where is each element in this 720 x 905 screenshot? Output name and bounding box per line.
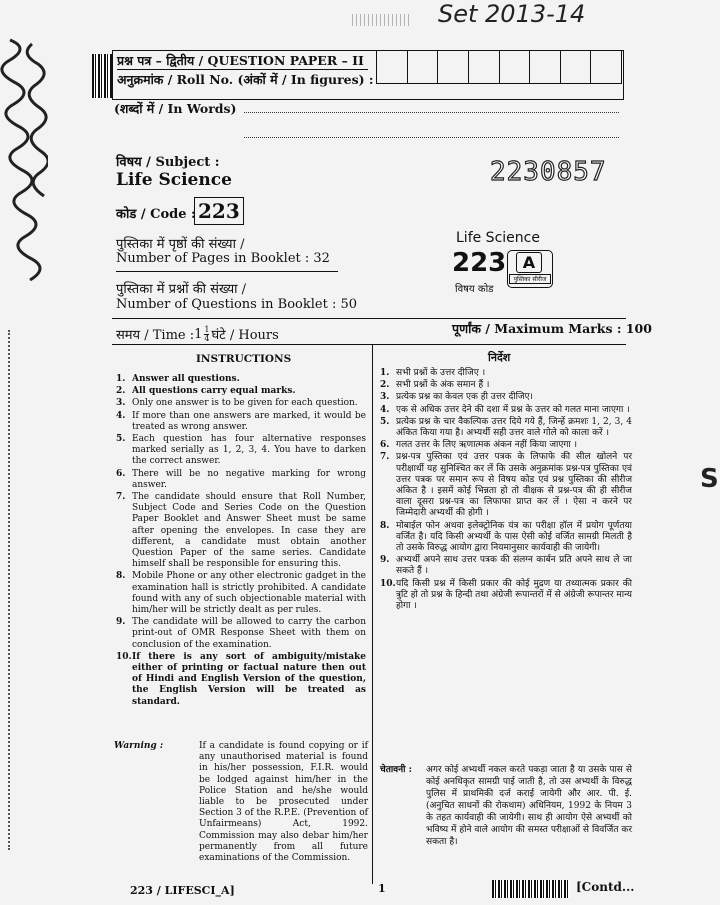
instruction-item xyxy=(378,555,632,577)
series-label: पुस्तिका सीरीज xyxy=(509,274,551,284)
roll-no-label: अनुक्रमांक / Roll No. (अंकों में / In figures) : xyxy=(117,72,374,87)
pages-label-en: Number of Pages in Booklet : 32 xyxy=(116,251,330,266)
instruction-number: 3. xyxy=(116,398,126,409)
stamp-code: 223 xyxy=(452,248,507,278)
in-words-label: (शब्दों में / In Words) xyxy=(114,101,237,116)
instruction-text: Only one answer is to be given for each question. xyxy=(132,398,358,409)
instruction-number: 6. xyxy=(116,468,126,479)
instruction-text: प्रश्न-पत्र पुस्तिका एवं उत्तर पत्रक के लिफाफे की सील खोलने पर परीक्षार्थी यह सुनिश्चित कर लें कि उसके अनुक्रमांक प्रश्न-पत्र पुस्तिका एवं उत्तर पत्रक पर समान रूप से विषय कोड एवं प्रश्न पुस्तिका की सीरीज अंकित है । इसमें कोई भिन्नता हो तो वीक्षक से प्रश्न-पत्र की ही सीरीज वाला दूसरा प्रश्न-पत्र का लिफाफा प्राप्त कर लें । ऐसा न करने पर जिम्मेदारी अभ्यर्थी की होगी । xyxy=(396,452,632,519)
footer-code: 223 / LIFESCI_A] xyxy=(130,884,235,897)
time-fraction: 1 4 xyxy=(204,324,210,343)
contd-label: [Contd... xyxy=(576,880,635,894)
instruction-item xyxy=(114,398,366,409)
series-box xyxy=(507,250,553,288)
subject-label: विषय / Subject : xyxy=(116,155,220,170)
instruction-item xyxy=(378,452,632,519)
instruction-text: मोबाईल फोन अथवा इलेक्ट्रोनिक यंत्र का परीक्षा हॉल में प्रयोग पूर्णतया वर्जित है। यदि किसी अभ्यर्थी के पास ऐसी कोई वर्जित सामग्री मिलती है तो उसके विरुद्ध आयोग द्वारा नियमानुसार कार्यवाही की जायेगी। xyxy=(396,520,632,554)
instructions-list-hi xyxy=(378,368,632,613)
instructions-title-hi: निर्देश xyxy=(488,351,511,364)
instruction-number: 4. xyxy=(116,410,126,421)
instruction-text: एक से अधिक उत्तर देने की दशा में प्रश्न के उत्तर को गलत माना जाएगा । xyxy=(396,404,630,415)
questions-label-en: Number of Questions in Booklet : 50 xyxy=(116,297,357,312)
in-words-line-2[interactable] xyxy=(244,137,619,138)
warning-en xyxy=(114,741,368,864)
instruction-item xyxy=(114,492,366,570)
warning-text-hi: अगर कोई अभ्यर्थी नकल करते पकड़ा जाता है या उसके पास से कोई अनधिकृत सामग्री पाई जाती है, तो उस अभ्यर्थी के विरुद्ध पुलिस में प्राथमिकी दर्ज कराई जायेगी और आर. पी. ई. (अनुचित साधनों की रोकथाम) अधिनियम, 1992 के नियम 3 के तहत कार्यवाही की जायेगी। साथ ही आयोग ऐसे अभ्यर्थी को भविष्य में होने वाले आयोग की समस्त परीक्षाओं से विवर्जित कर सकता है। xyxy=(426,765,632,847)
edge-bleed-text: S xyxy=(700,464,719,494)
instruction-number: 7. xyxy=(116,492,126,503)
instruction-number: 10. xyxy=(116,651,132,662)
instruction-text: Each question has four alternative responses marked serially as 1, 2, 3, 4. You have to darken the correct answer. xyxy=(132,434,366,467)
binding-pattern xyxy=(0,30,48,330)
time-whole: 1 xyxy=(194,326,203,342)
subject-name: Life Science xyxy=(116,170,232,190)
instruction-number: 9. xyxy=(116,617,126,628)
instructions-list-en xyxy=(114,374,366,709)
instruction-item xyxy=(114,652,366,708)
instruction-number: 5. xyxy=(116,434,126,445)
instruction-item xyxy=(114,571,366,616)
instruction-item xyxy=(378,380,632,391)
footer-barcode xyxy=(492,880,570,898)
pages-label-hi: पुस्तिका में पृष्ठों की संख्या / xyxy=(116,237,245,252)
instruction-item xyxy=(378,392,632,403)
instruction-item xyxy=(378,579,632,613)
instruction-text: The candidate will be allowed to carry the carbon print-out of OMR Response Sheet with them on conclusion of the examination. xyxy=(132,617,366,650)
instruction-number: 5. xyxy=(380,416,390,427)
instruction-text: There will be no negative marking for wrong answer. xyxy=(132,468,366,490)
instruction-number: 1. xyxy=(116,374,126,384)
instruction-number: 2. xyxy=(380,380,390,391)
instruction-number: 2. xyxy=(116,386,126,397)
instruction-item xyxy=(114,386,366,397)
instruction-text: सभी प्रश्नों के उत्तर दीजिए । xyxy=(396,368,486,378)
instruction-text: If more than one answers are marked, it would be treated as wrong answer. xyxy=(132,410,366,432)
instruction-text: All questions carry equal marks. xyxy=(132,386,296,397)
instruction-item xyxy=(378,405,632,416)
instruction-text: सभी प्रश्नों के अंक समान हैं । xyxy=(396,380,490,391)
stamp-subject: Life Science xyxy=(456,230,540,246)
instruction-item xyxy=(114,434,366,468)
instruction-text: Answer all questions. xyxy=(132,374,240,384)
time-rule-top xyxy=(112,318,626,319)
series-letter: A xyxy=(516,252,542,273)
roll-no-boxes[interactable] xyxy=(376,50,622,84)
max-marks: पूर्णांक / Maximum Marks : 100 xyxy=(452,321,652,336)
instruction-number: 8. xyxy=(116,571,126,582)
instruction-number: 10. xyxy=(380,578,396,589)
instruction-item xyxy=(378,417,632,439)
question-paper-title: प्रश्न पत्र – द्वितीय / QUESTION PAPER – II xyxy=(117,52,368,70)
column-divider xyxy=(372,344,373,884)
instruction-text: If there is any sort of ambiguity/mistake either of printing or factual nature then out of Hindi and English Version of the question, the English Version will be treated as standard. xyxy=(132,651,366,707)
code-label: कोड / Code : xyxy=(116,207,196,222)
header-barcode xyxy=(92,54,112,98)
warning-label-hi: चेतावनी : xyxy=(380,765,412,775)
booklet-rule xyxy=(116,271,338,272)
warning-text-en: If a candidate is found copying or if any unauthorised material is found in his/her possession, F.I.R. would be lodged against him/her in the Police Station and he/she would liable to be prosecuted under Section 3 of the R.P.E. (Prevention of Unfairmeans) Act, 1992. Commission may also debar him/her permanently from all future examinations of the Commission. xyxy=(199,741,368,864)
instruction-item xyxy=(114,469,366,491)
instruction-text: Mobile Phone or any other electronic gadget in the examination hall is strictly prohibited. A candidate found with any of such objectionable material with him/her will be strictly dealt as per rules. xyxy=(132,571,366,616)
instruction-text: यदि किसी प्रश्न में किसी प्रकार की कोई मुद्रण या तथ्यात्मक प्रकार की त्रुटि हो तो प्रश्न के हिन्दी तथा अंग्रेजी रूपान्तरों में से अंग्रेजी रूपान्तर मान्य होगा । xyxy=(396,578,632,612)
instruction-item xyxy=(114,617,366,651)
stamp-code-label: विषय कोड xyxy=(455,284,494,295)
warning-hi xyxy=(380,764,632,848)
instruction-item xyxy=(378,521,632,555)
instruction-number: 7. xyxy=(380,452,390,463)
instruction-item xyxy=(378,440,632,451)
questions-label-hi: पुस्तिका में प्रश्नों की संख्या / xyxy=(116,282,246,297)
instruction-number: 3. xyxy=(380,392,390,403)
instruction-number: 1. xyxy=(380,368,390,378)
instruction-item xyxy=(378,368,632,379)
subject-code: 223 xyxy=(194,197,244,225)
handwritten-set-note: Set 2013-14 xyxy=(438,0,586,28)
instruction-text: प्रत्येक प्रश्न के चार वैकल्पिक उत्तर दिये गये हैं, जिन्हें क्रमशः 1, 2, 3, 4 अंकित किया गया है। अभ्यर्थी सही उत्तर वाले गोले को काला करें । xyxy=(396,416,632,439)
instruction-text: अभ्यर्थी अपने साथ उत्तर पत्रक की संलग्न कार्बन प्रति अपने साथ ले जा सकते हैं । xyxy=(396,555,632,577)
instruction-item xyxy=(114,374,366,385)
serial-number: 2230857 xyxy=(490,157,607,187)
instructions-title-en: INSTRUCTIONS xyxy=(196,353,292,365)
instruction-text: गलत उत्तर के लिए ऋणात्मक अंकन नहीं किया जाएगा । xyxy=(396,440,578,451)
time-rule-bottom xyxy=(112,344,626,345)
instruction-number: 6. xyxy=(380,440,390,451)
faint-stamp xyxy=(352,14,412,26)
instruction-text: प्रत्येक प्रश्न का केवल एक ही उत्तर दीजिए। xyxy=(396,392,533,403)
binding-dotted-edge xyxy=(8,330,16,850)
instruction-text: The candidate should ensure that Roll Number, Subject Code and Series Code on the Question Paper Booklet and Answer Sheet must be same after opening the envelopes. In case they are different, a candidate must obtain another Question Paper of the same series. Candidate himself shall be responsible for ensuring this. xyxy=(132,492,366,570)
page-number: 1 xyxy=(378,882,386,895)
time-label xyxy=(116,325,279,343)
in-words-line-1[interactable] xyxy=(244,112,619,113)
instruction-number: 8. xyxy=(380,520,390,531)
time-prefix: समय / Time : xyxy=(116,328,195,343)
instruction-number: 9. xyxy=(380,555,390,566)
instruction-item xyxy=(114,411,366,433)
warning-label-en: Warning : xyxy=(114,741,164,751)
instruction-number: 4. xyxy=(380,404,390,415)
time-unit: घंटे / Hours xyxy=(211,328,279,343)
